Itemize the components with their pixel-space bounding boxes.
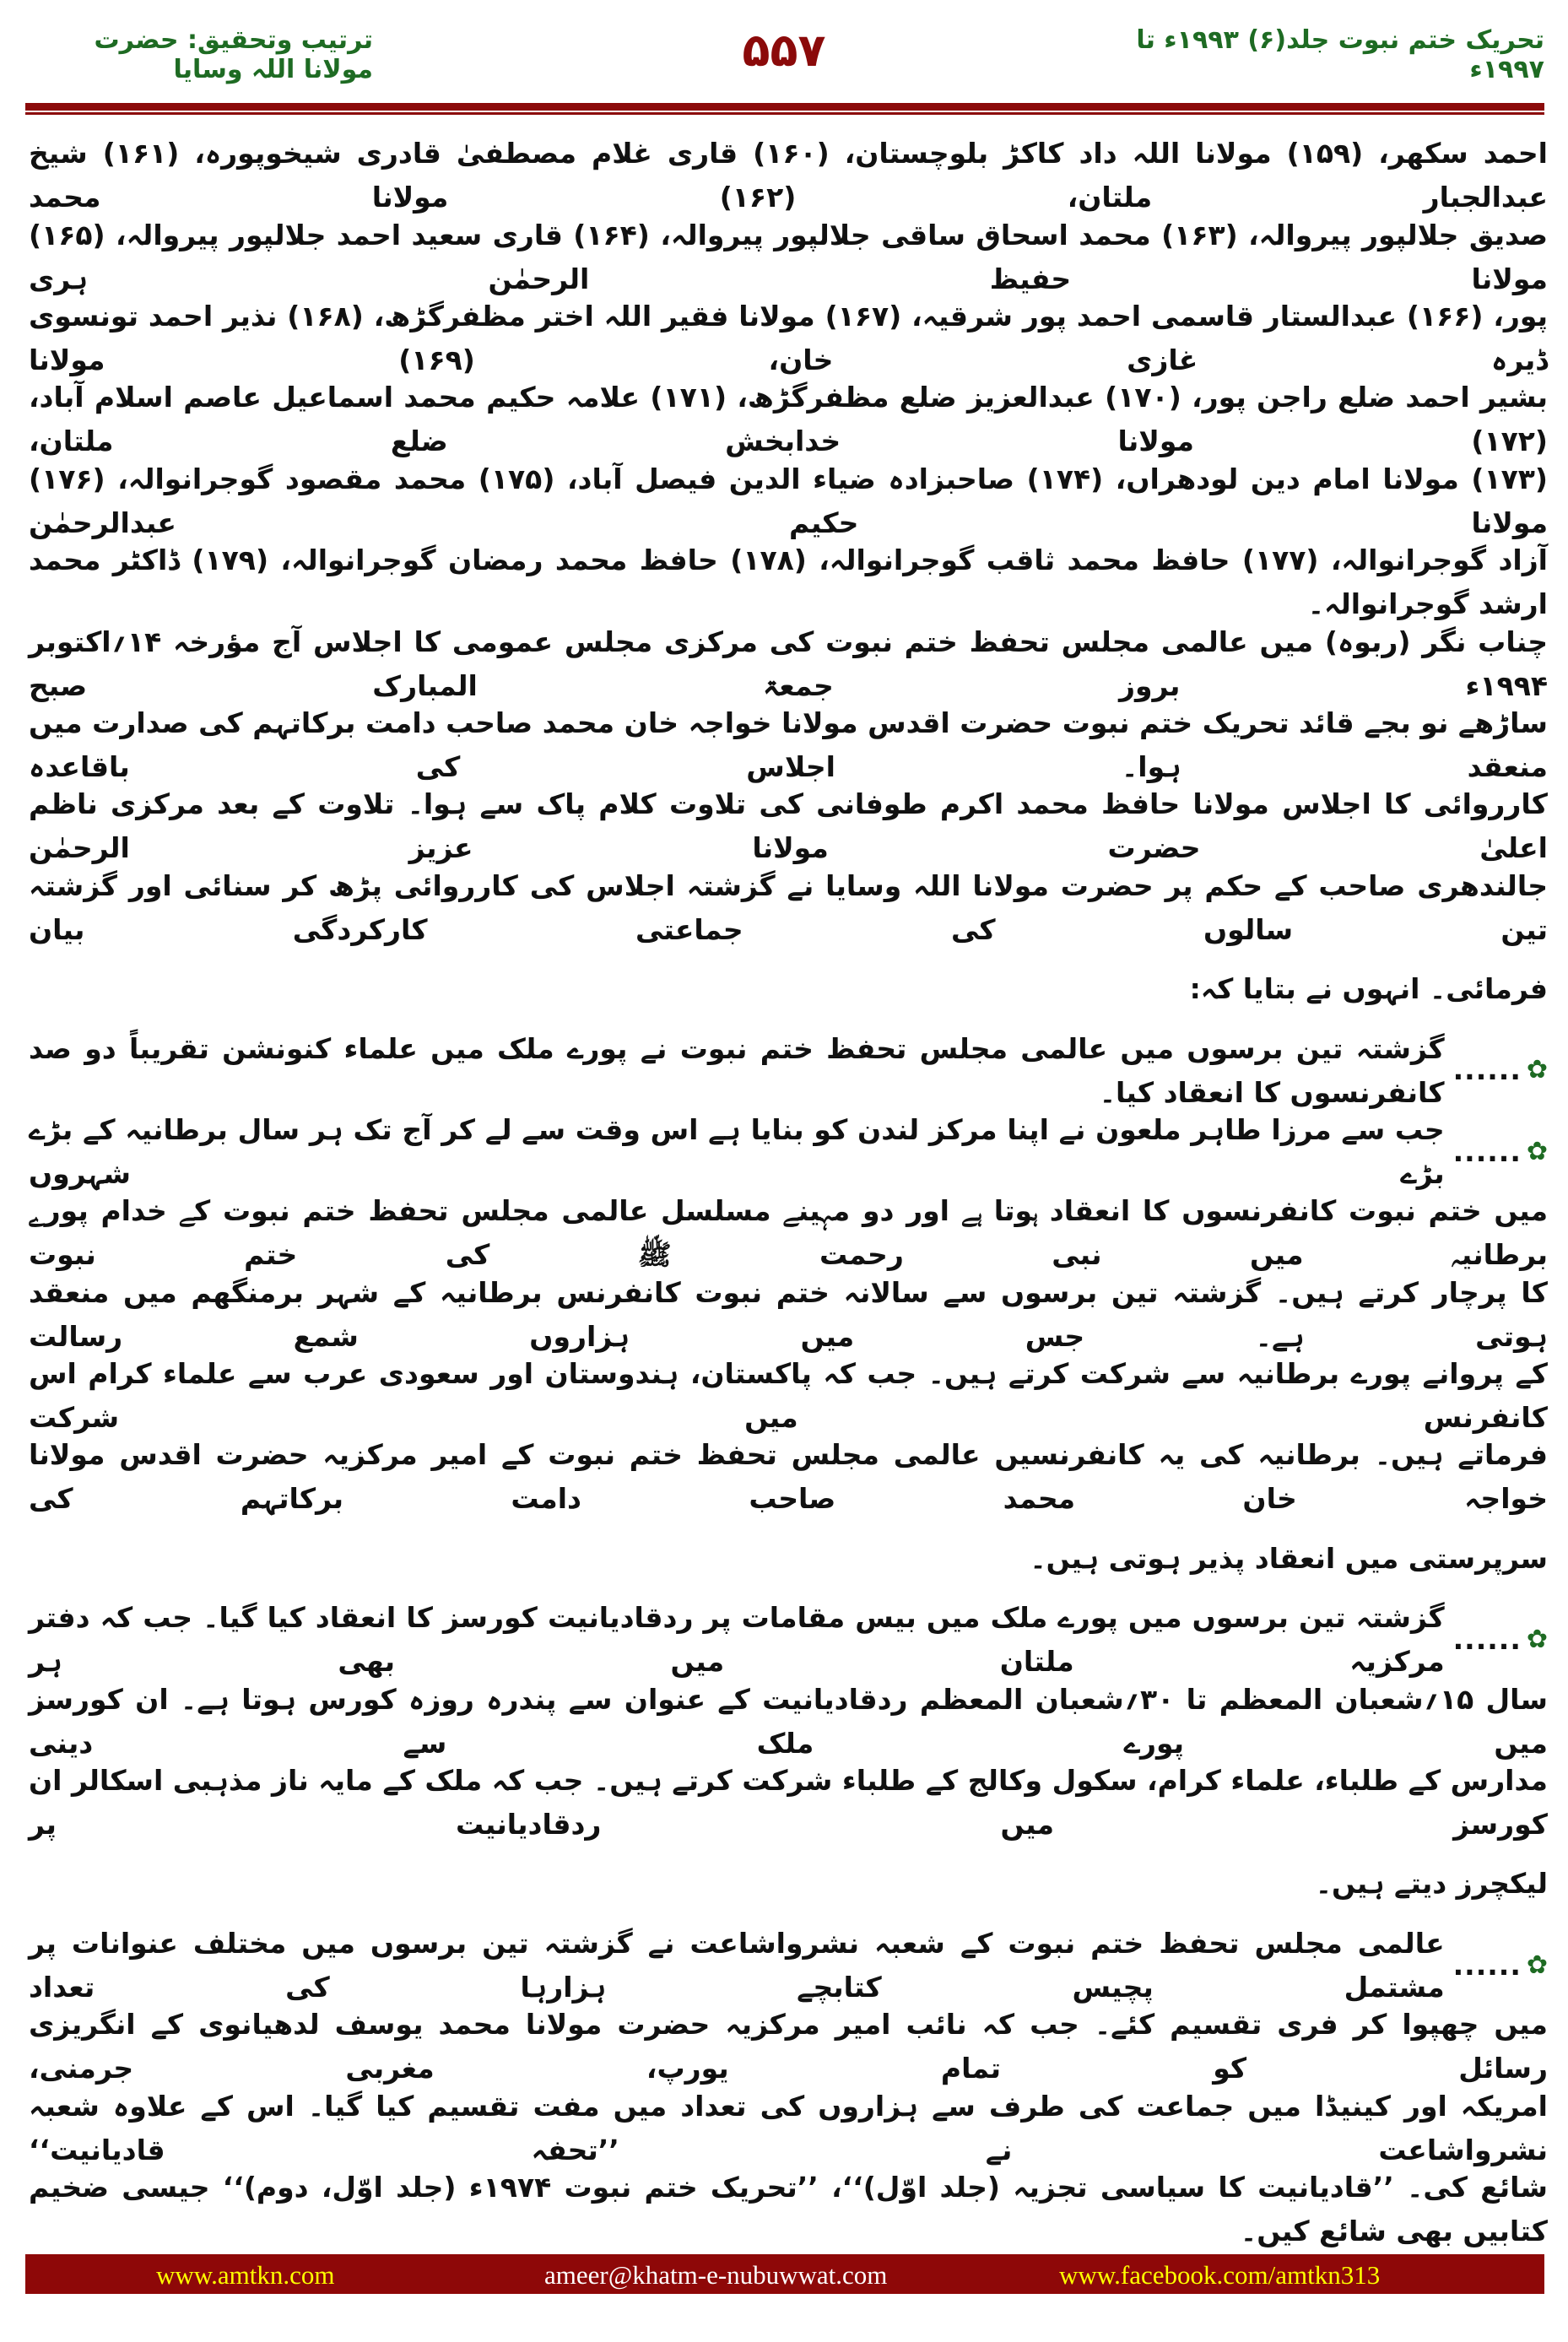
email-link[interactable]: ameer@khatm-e-nubuwwat.com <box>544 2260 888 2290</box>
line-text: میں چھپوا کر فری تقسیم کئے۔ جب کہ نائب امیر مرکزیہ حضرت مولانا محمد یوسف لدھیانوی کے انگریزی رسائل کو تمام یورپ، مغربی جرمنی، <box>29 2008 1548 2085</box>
line-text: بشیر احمد ضلع راجن پور، (۱۷۰) عبدالعزیز ضلع مظفرگڑھ، (۱۷۱) علامہ حکیم محمد اسماعیل عاصم اسلام آباد، (۱۷۲) مولانا خدابخش ضلع ملتان، <box>29 381 1548 458</box>
paragraph-line <box>29 1436 1548 1517</box>
line-text: سال ۱۵؍شعبان المعظم تا ۳۰؍شعبان المعظم ردقادیانیت کے عنوان سے پندرہ روزہ کورس ہوتا ہے۔ ان کورسز میں پورے ملک سے دینی <box>29 1682 1549 1760</box>
line-text: میں ختم نبوت کانفرنسوں کا انعقاد ہوتا ہے اور دو مہینے مسلسل عالمی مجلس تحفظ ختم نبوت کے خدام پورے برطانیہ میں نبی رحمت ﷺ کی ختم نبوت <box>29 1194 1548 1272</box>
line-text: ساڑھے نو بجے قائد تحریک ختم نبوت حضرت اقدس مولانا خواجہ خان محمد صاحب دامت برکاتہم کی صدارت میں منعقد ہوا۔ اجلاس کی باقاعدہ <box>29 706 1548 783</box>
paragraph-line <box>29 2006 1548 2087</box>
flower-bullet-icon: ✿ <box>1526 1055 1548 1085</box>
line-text: کے پروانے پورے برطانیہ سے شرکت کرتے ہیں۔ جب کہ پاکستان، ہندوستان اور سعودی عرب سے علماء کرام اس کانفرنس میں شرکت <box>29 1357 1548 1435</box>
line-text: کا پرچار کرتے ہیں۔ گزشتہ تین برسوں سے سالانہ ختم نبوت کانفرنس برطانیہ کے شہر برمنگھم میں منعقد ہوتی ہے۔ جس میں ہزاروں شمع رسالت <box>29 1275 1548 1353</box>
paragraph-line <box>29 542 1548 623</box>
line-text: احمد سکھر، (۱۵۹) مولانا اللہ داد کاکڑ بلوچستان، (۱۶۰) قاری غلام مصطفیٰ قادری شیخوپورہ، (۱۶۱) شیخ عبدالجبار ملتان، (۱۶۲) مولانا محمد <box>29 137 1549 214</box>
paragraph-line <box>29 868 1548 949</box>
line-text: صدیق جلالپور پیروالہ، (۱۶۳) محمد اسحاق ساقی جلالپور پیروالہ، (۱۶۴) قاری سعید احمد جلالپور پیروالہ، (۱۶۵) مولانا حفیظ الرحمٰن ہری <box>29 218 1548 295</box>
flower-bullet-icon: ✿ <box>1526 1625 1548 1655</box>
line-text: گزشتہ تین برسوں میں پورے ملک میں بیس مقامات پر ردقادیانیت کورسز کا انعقاد کیا گیا۔ جب کہ دفتر مرکزیہ ملتان میں بھی ہر <box>29 1601 1445 1679</box>
line-text: فرماتے ہیں۔ برطانیہ کی یہ کانفرنسیں عالمی مجلس تحفظ ختم نبوت کے امیر مرکزیہ حضرت اقدس مولانا خواجہ خان محمد صاحب دامت برکاتہم کی <box>29 1438 1548 1516</box>
paragraph-line <box>29 461 1548 542</box>
footer-bar <box>25 2254 1544 2294</box>
paragraph-line <box>29 135 1548 216</box>
line-text: فرمائی۔ انہوں نے بتایا کہ: <box>1189 972 1548 1006</box>
paragraph-line <box>29 623 1548 704</box>
line-text: (۱۷۳) مولانا امام دین لودھراں، (۱۷۴) صاحبزادہ ضیاء الدین فیصل آباد، (۱۷۵) محمد مقصود گوجرانوالہ، (۱۷۶) مولانا حکیم عبدالرحمٰن <box>29 462 1548 539</box>
header-rule-thick <box>25 103 1544 111</box>
bullet-dots: ...... <box>1452 1623 1522 1657</box>
paragraph-line <box>29 1843 1548 1924</box>
bullet-paragraph-line <box>29 1030 1548 1111</box>
bullet-dots: ...... <box>1452 1948 1522 1982</box>
bullet-paragraph-line <box>29 1599 1548 1680</box>
paragraph-line <box>29 2169 1548 2250</box>
page-number: ۵۵۷ <box>742 24 826 77</box>
paragraph-line <box>29 216 1548 297</box>
bullet-dots: ...... <box>1452 1134 1522 1168</box>
bullet-dots: ...... <box>1452 1053 1522 1087</box>
paragraph-line <box>29 1355 1548 1436</box>
facebook-link[interactable]: www.facebook.com/amtkn313 <box>1059 2260 1381 2290</box>
bullet-paragraph-line <box>29 1112 1548 1193</box>
flower-bullet-icon: ✿ <box>1526 1136 1548 1166</box>
book-title-header <box>1106 25 1544 84</box>
paragraph-line <box>29 379 1548 460</box>
paragraph-line <box>29 1193 1548 1274</box>
line-text: جب سے مرزا طاہر ملعون نے اپنا مرکز لندن کو بنایا ہے اس وقت سے لے کر آج تک ہر سال برطانیہ کے بڑے بڑے شہروں <box>29 1112 1445 1190</box>
paragraph-line <box>29 1518 1548 1599</box>
bullet-paragraph-line <box>29 1925 1548 2006</box>
line-text: عالمی مجلس تحفظ ختم نبوت کے شعبہ نشرواشاعت نے گزشتہ تین برسوں میں مختلف عنوانات پر مشتمل پچیس کتابچے ہزارہا کی تعداد <box>29 1926 1445 2004</box>
compiler-header <box>19 25 373 84</box>
compiler-credit: ترتیب وتحقیق: حضرت مولانا اللہ وسایا <box>94 25 373 84</box>
line-text: شائع کی۔ ’’قادیانیت کا سیاسی تجزیہ (جلد اوّل)‘‘، ’’تحریک ختم نبوت ۱۹۷۴ء (جلد اوّل، دوم)‘‘ جیسی ضخیم کتابیں بھی شائع کیں۔ <box>29 2170 1548 2247</box>
line-text: کارروائی کا اجلاس مولانا حافظ محمد اکرم طوفانی کی تلاوت کلام پاک سے ہوا۔ تلاوت کے بعد مرکزی ناظم اعلیٰ حضرت مولانا عزیز الرحمٰن <box>29 787 1548 865</box>
line-text: گزشتہ تین برسوں میں عالمی مجلس تحفظ ختم نبوت نے پورے ملک میں علماء کنونشن تقریباً دو صد کانفرنسوں کا انعقاد کیا۔ <box>29 1031 1445 1109</box>
flower-bullet-icon: ✿ <box>1526 1950 1548 1980</box>
line-text: جالندھری صاحب کے حکم پر حضرت مولانا اللہ وسایا نے گزشتہ اجلاس کی کارروائی پڑھ کر سنائی اور گزشتہ تین سالوں کی جماعتی کارکردگی بیان <box>29 868 1548 946</box>
line-text: لیکچرز دیتے ہیں۔ <box>1315 1867 1548 1901</box>
line-text: پور، (۱۶۶) عبدالستار قاسمی احمد پور شرقیہ، (۱۶۷) مولانا فقیر اللہ اختر مظفرگڑھ، (۱۶۸) نذیر احمد تونسوی ڈیرہ غازی خان، (۱۶۹) مولانا <box>29 299 1549 376</box>
website-link[interactable]: www.amtkn.com <box>156 2260 335 2290</box>
paragraph-line <box>29 1274 1548 1355</box>
header-rule-thin <box>25 112 1544 115</box>
paragraph-line <box>29 949 1548 1030</box>
book-title: تحریک ختم نبوت جلد(۶) ۱۹۹۳ء تا ۱۹۹۷ء <box>1136 25 1544 84</box>
line-text: امریکہ اور کینیڈا میں جماعت کی طرف سے ہزاروں کی تعداد میں مفت تقسیم کیا گیا۔ اس کے علاوہ شعبہ نشرواشاعت نے ’’تحفہ قادیانیت‘‘ <box>29 2089 1548 2166</box>
paragraph-line <box>29 1762 1548 1843</box>
document-body <box>29 135 1548 2250</box>
paragraph-line <box>29 786 1548 867</box>
paragraph-line <box>29 298 1548 379</box>
line-text: چناب نگر (ربوہ) میں عالمی مجلس تحفظ ختم نبوت کی مرکزی مجلس عمومی کا اجلاس آج مؤرخہ ۱۴؍اکتوبر ۱۹۹۴ء بروز جمعۃ المبارک صبح <box>29 625 1548 702</box>
paragraph-line <box>29 705 1548 786</box>
paragraph-line <box>29 1680 1548 1761</box>
line-text: آزاد گوجرانوالہ، (۱۷۷) حافظ محمد ثاقب گوجرانوالہ، (۱۷۸) حافظ محمد رمضان گوجرانوالہ، (۱۷۹) ڈاکٹر محمد ارشد گوجرانوالہ۔ <box>29 544 1548 621</box>
line-text: مدارس کے طلباء، علماء کرام، سکول وکالج کے طلباء شرکت کرتے ہیں۔ جب کہ ملک کے مایہ ناز مذہبی اسکالر ان کورسز میں ردقادیانیت پر <box>29 1764 1548 1842</box>
line-text: سرپرستی میں انعقاد پذیر ہوتی ہیں۔ <box>1030 1541 1548 1575</box>
paragraph-line <box>29 2087 1548 2168</box>
